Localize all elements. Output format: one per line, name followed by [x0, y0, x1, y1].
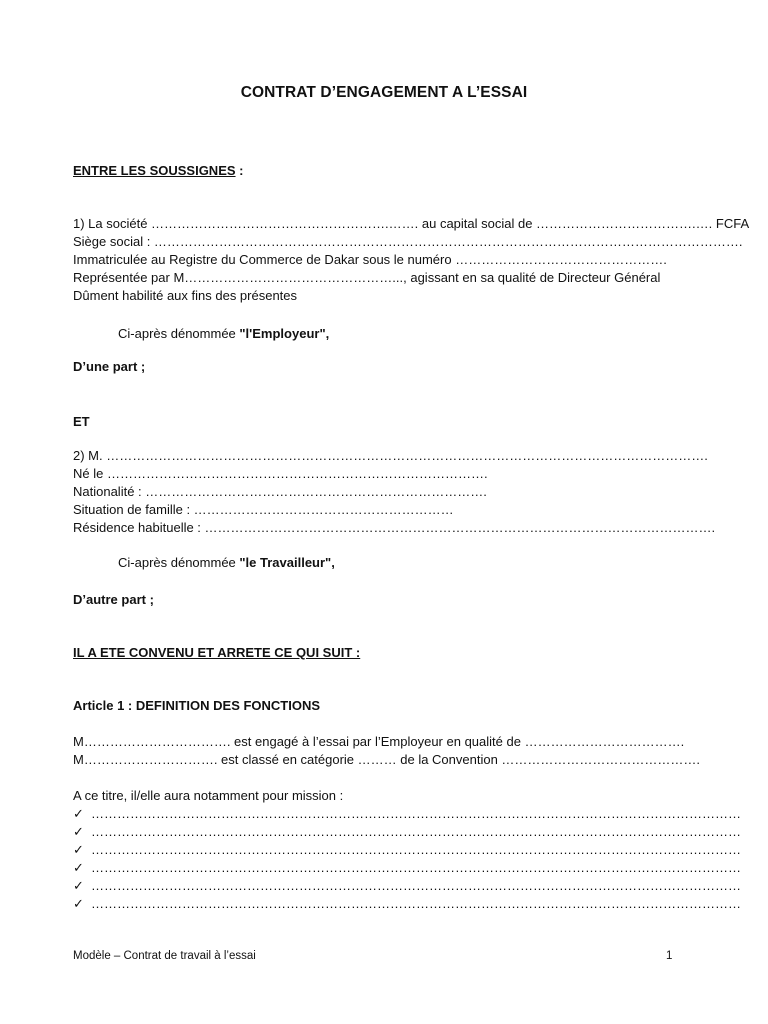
article1-category-line: M…………………………. est classé en catégorie ……… de la Convention ……………………………………….	[73, 752, 701, 767]
mission-item-text: ……………………………………………………………………………………………………………………………………	[91, 824, 741, 839]
worker-designation-name: "le Travailleur",	[239, 555, 335, 570]
article1-heading: Article 1 : DEFINITION DES FONCTIONS	[73, 698, 321, 713]
article1-engagement-line: M……………………………. est engagé à l’essai par l’Employeur en qualité de ……………………………….	[73, 734, 685, 749]
page-number: 1	[666, 950, 673, 962]
mission-item-text: ……………………………………………………………………………………………………………………………………	[91, 806, 741, 821]
footer-document-name: Modèle – Contrat de travail à l’essai	[73, 950, 256, 962]
mission-item-text: ……………………………………………………………………………………………………………………………………	[91, 896, 741, 911]
mission-intro: A ce titre, il/elle aura notamment pour mission :	[73, 788, 344, 803]
employer-designation-prefix: Ci-après dénommée	[118, 326, 240, 341]
employer-headquarters-line: Siège social : ……………………………………………………………………………………………………………………….	[73, 234, 743, 249]
agreement-heading: IL A ETE CONVENU ET ARRETE CE QUI SUIT :	[73, 645, 361, 660]
worker-designation-prefix: Ci-après dénommée	[118, 555, 240, 570]
mission-item-text: ……………………………………………………………………………………………………………………………………	[91, 860, 741, 875]
employer-representative-line: Représentée par M…………………………………………..., agissant en sa qualité de Directeur Général	[73, 270, 661, 285]
checkmark-icon: ✓	[73, 878, 84, 893]
et-separator: ET	[73, 414, 90, 429]
checkmark-icon: ✓	[73, 842, 84, 857]
mission-item	[73, 877, 741, 895]
mission-item-text: ……………………………………………………………………………………………………………………………………	[91, 878, 741, 893]
checkmark-icon: ✓	[73, 896, 84, 911]
worker-part-label: D’autre part ;	[73, 592, 154, 607]
employer-authorization-line: Dûment habilité aux fins des présentes	[73, 288, 298, 303]
mission-item	[73, 805, 741, 823]
worker-nationality-line: Nationalité : …………………………………………………………………….	[73, 484, 487, 499]
employer-company-line: 1) La société ……………………………………………….……. au capital social de ……………………………….…. FCFA	[73, 216, 750, 231]
worker-birth-line: Né le …………………………………………………………………………….	[73, 466, 488, 481]
mission-item	[73, 895, 741, 913]
document-title: CONTRAT D’ENGAGEMENT A L’ESSAI	[240, 84, 528, 101]
checkmark-icon: ✓	[73, 824, 84, 839]
checkmark-icon: ✓	[73, 860, 84, 875]
parties-heading-suffix: :	[235, 163, 244, 178]
mission-item	[73, 823, 741, 841]
parties-heading	[73, 162, 244, 180]
worker-residence-line: Résidence habituelle : ……………………………………………………………………………………………………….	[73, 520, 716, 535]
checkmark-icon: ✓	[73, 806, 84, 821]
employer-registry-line: Immatriculée au Registre du Commerce de Dakar sous le numéro ………………………………………….	[73, 252, 667, 267]
mission-item	[73, 859, 741, 877]
employer-designation	[118, 325, 329, 343]
worker-designation	[118, 554, 335, 572]
worker-name-line: 2) M. ………………………………………………………………………………………………………………………….	[73, 448, 708, 463]
parties-heading-text: ENTRE LES SOUSSIGNES	[73, 163, 236, 178]
employer-designation-name: "l'Employeur",	[239, 326, 330, 341]
employer-part-label: D’une part ;	[73, 359, 146, 374]
mission-item-text: ……………………………………………………………………………………………………………………………………	[91, 842, 741, 857]
worker-family-line: Situation de famille : ……………………………………………………	[73, 502, 454, 517]
mission-item	[73, 841, 741, 859]
